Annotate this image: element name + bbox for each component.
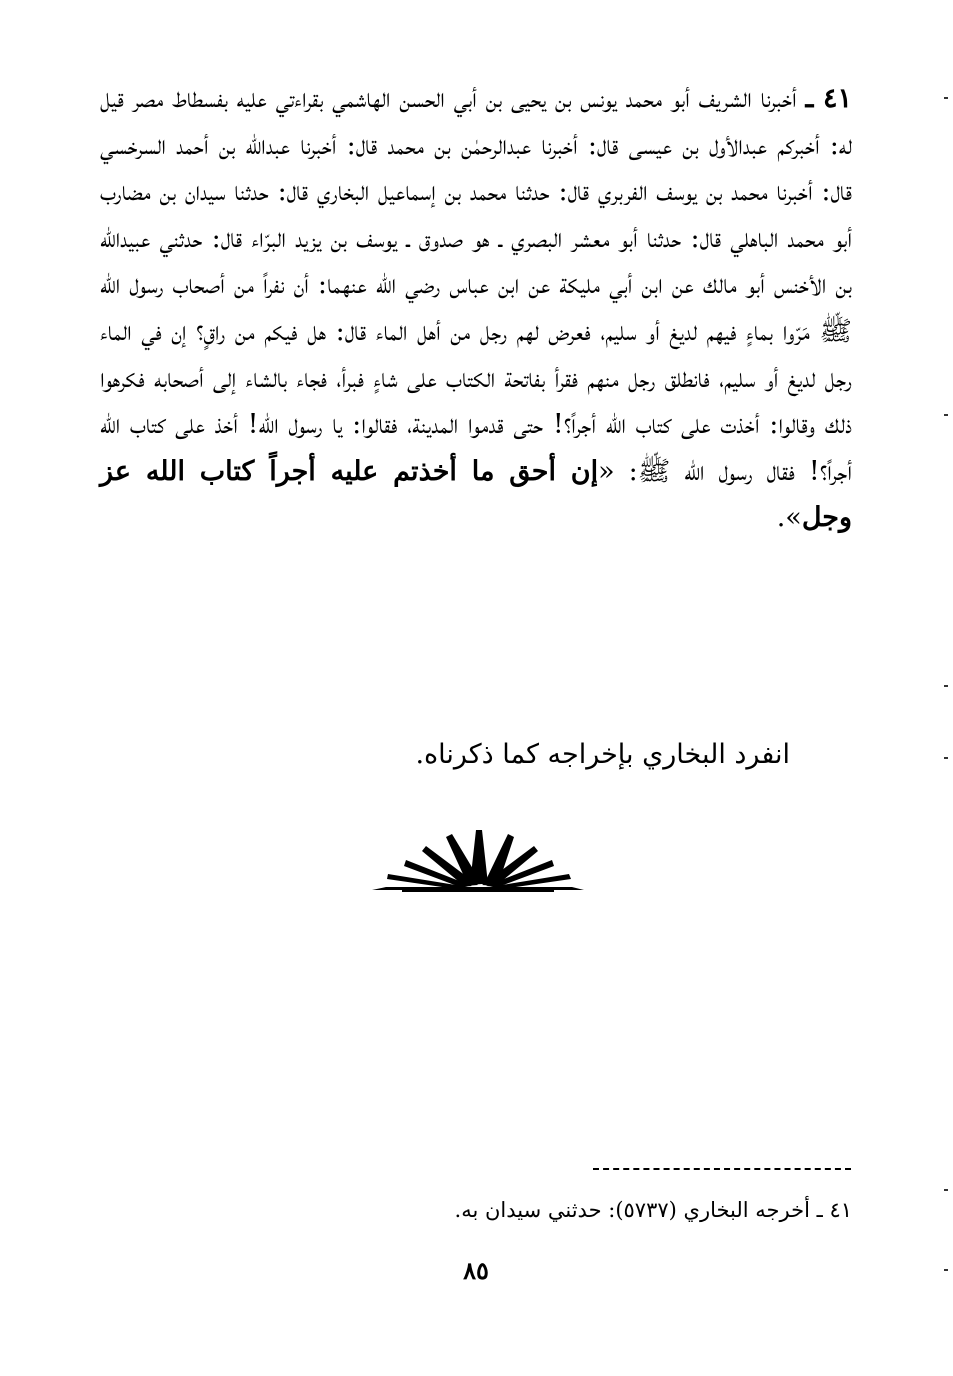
closing-note: انفرد البخاري بإخراجه كما ذكرناه. — [415, 739, 790, 770]
margin-mark — [944, 97, 948, 99]
quote-open: « — [598, 455, 629, 487]
quote-close: ». — [776, 502, 802, 534]
prophetic-quote: إن أحق ما أخذتم عليه أجراً كتاب الله عز وجل — [100, 455, 852, 534]
footnote: ٤١ ـ أخرجه البخاري (٥٧٣٧): حدثني سيدان به. — [454, 1198, 852, 1222]
margin-mark — [944, 757, 948, 759]
hadith-number: ٤١ ـ — [805, 83, 853, 114]
margin-mark — [944, 1269, 948, 1271]
hadith-text: أخبرنا الشريف أبو محمد يونس بن يحيى بن أبي الحسن الهاشمي بقراءتي عليه بفسطاط مصر قيل له: أخبركم عبدالأول بن عيسى قال: أخبرنا عبدالرحمٰن بن محمد قال: أخبرنا عبدالله بن أحمد السرخسي قال: أخبرنا محمد بن يوسف الفربري قال: حدثنا محمد بن إسماعيل البخاري قال: حدثنا سيدان بن مضارب أبو محمد الباهلي قال: حدثنا أبو معشر البصري ـ هو صدوق ـ يوسف بن يزيد البرّاء قال: حدثني عبيدالله بن الأخنس أبو مالك عن ابن أبي مليكة عن ابن عباس رضي الله عنهما: أن نفراً من أصحاب رسول الله ﷺ مَرّوا بماءٍ فيهم لديغ أو سليم، فعرض لهم رجل من أهل الماء قال: هل فيكم من راقٍ؟ إن في الماء رجل لديغ أو سليم، فانطلق رجل منهم فقرأ بفاتحة الكتاب على شاءٍ فبرأ، فجاء بالشاء إلى أصحابه فكرهوا ذلك وقالوا: أخذت على كتاب الله أجراً؟! حتى قدموا المدينة، فقالوا: يا رسول الله! أخذ على كتاب الله أجراً؟! فقال رسول الله ﷺ: — [100, 83, 852, 487]
footnote-separator — [593, 1168, 851, 1170]
margin-mark — [944, 685, 948, 687]
margin-mark — [944, 1189, 948, 1191]
margin-mark — [944, 414, 948, 416]
page-number: ٨٥ — [463, 1256, 489, 1285]
hadith-paragraph — [100, 76, 852, 542]
sunburst-ornament-icon — [372, 828, 584, 894]
